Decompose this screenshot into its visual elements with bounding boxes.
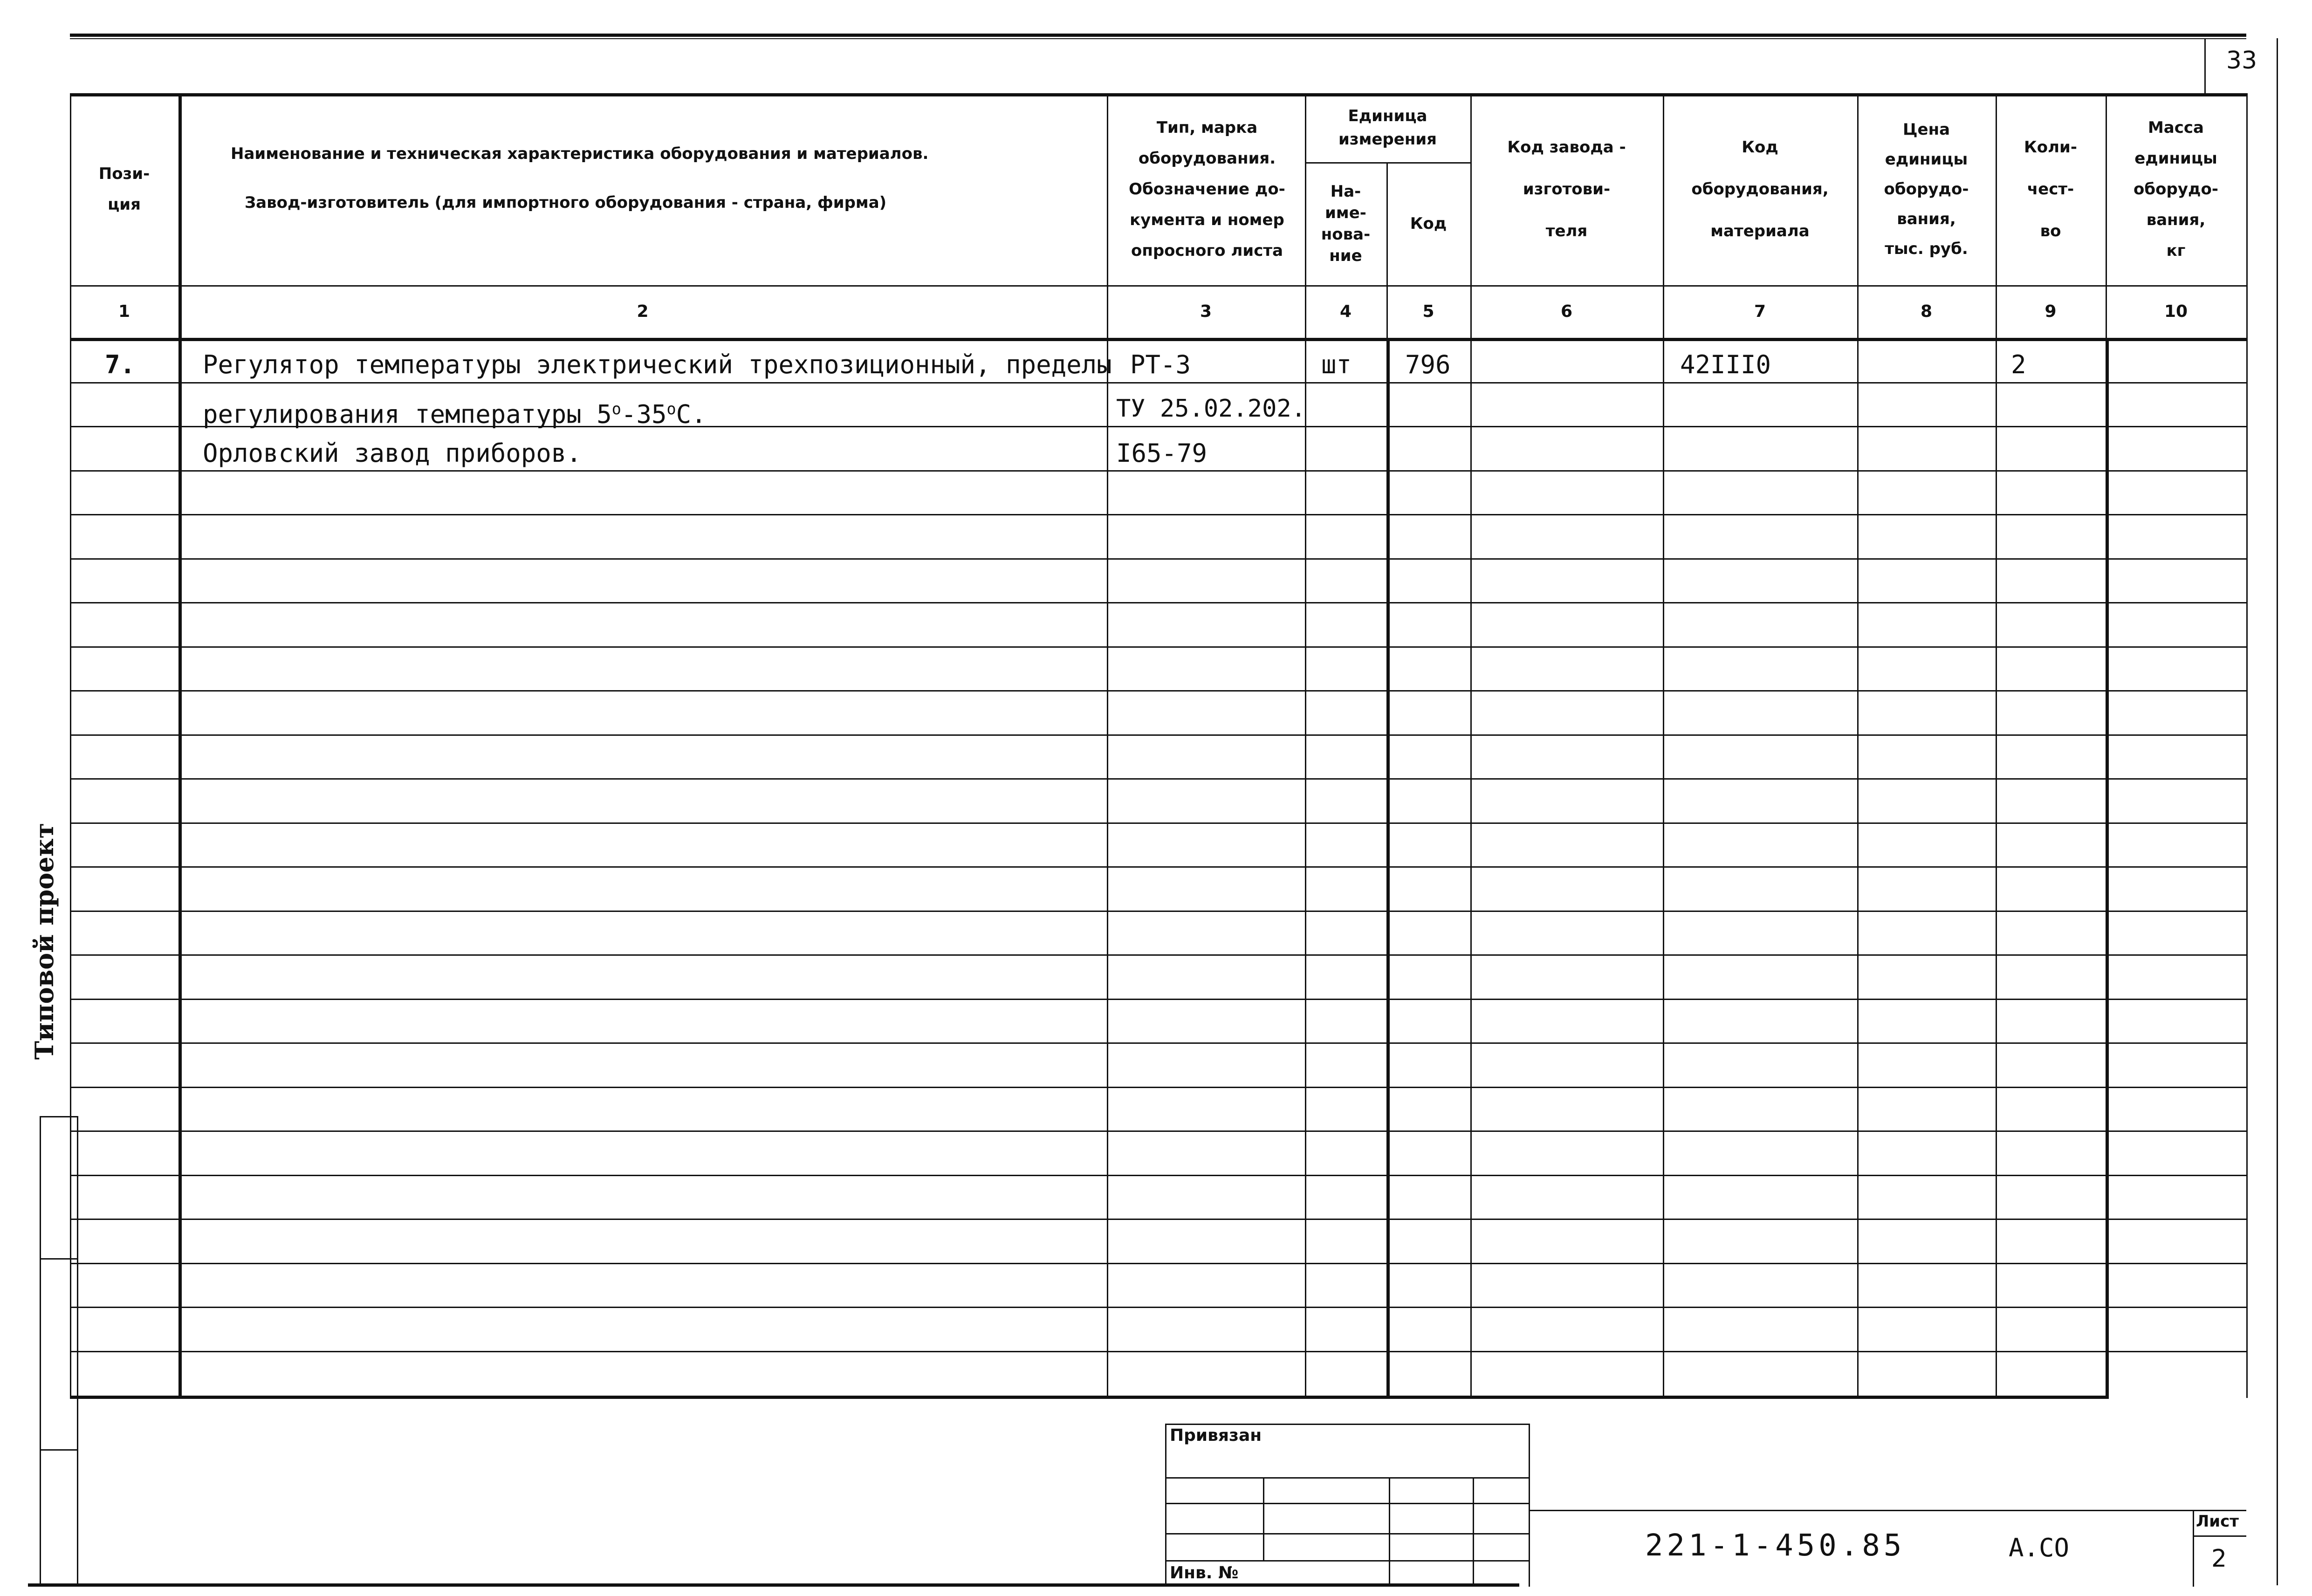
colnum-bottom-border xyxy=(70,338,2246,341)
stamp-v2 xyxy=(1389,1477,1390,1587)
row-1-equipment-code: 42III0 xyxy=(1680,350,1771,379)
stamp-v0 xyxy=(1165,1424,1166,1587)
header-mass: Масса единицы оборудо- вания, кг xyxy=(2134,118,2218,260)
header-equipment-code: Код оборудования, материала xyxy=(1691,138,1829,240)
colnum-1: 1 xyxy=(118,302,130,321)
sheet-box-div xyxy=(2193,1535,2246,1537)
row-divider xyxy=(70,1175,2246,1176)
colnum-9: 9 xyxy=(2044,302,2057,321)
header-unit-name: На- име- нова- ние xyxy=(1321,182,1371,265)
colnum-4: 4 xyxy=(1339,302,1352,321)
row-divider xyxy=(70,999,2246,1000)
top-frame-line xyxy=(70,34,2246,37)
margin-strip-div2 xyxy=(40,1449,77,1451)
page-number-box-left xyxy=(2204,38,2206,93)
row-3-name: Орловский завод приборов. xyxy=(203,438,582,468)
row-divider xyxy=(70,822,2246,824)
margin-strip-left xyxy=(40,1116,41,1584)
row-1-type: РТ-3 xyxy=(1130,350,1191,379)
header-unit-code: Код xyxy=(1410,214,1447,233)
row-divider xyxy=(70,1263,2246,1264)
stamp-v1 xyxy=(1263,1477,1264,1560)
sheet-label: Лист xyxy=(2196,1512,2239,1531)
colnum-2: 2 xyxy=(637,302,649,321)
row-1-name: Регулятор температуры электрический трехпозиционный, пределы xyxy=(203,350,1112,379)
sidebar-label: Типовой проект xyxy=(29,822,59,1060)
stamp-main-top xyxy=(1529,1510,2246,1511)
row-divider xyxy=(70,690,2246,692)
header-position: Пози- ция xyxy=(98,164,150,214)
row-1-quantity: 2 xyxy=(2011,350,2026,379)
row-divider xyxy=(70,514,2246,515)
top-frame-line-2 xyxy=(70,38,2246,39)
colnum-7: 7 xyxy=(1754,302,1766,321)
row-divider xyxy=(70,866,2246,868)
privyazan-label: Привязан xyxy=(1170,1426,1262,1445)
bottom-frame-line xyxy=(28,1583,1519,1587)
row-2-name: регулирования температуры $5^о-35^оС$. xyxy=(203,399,707,429)
colnum-8: 8 xyxy=(1920,302,1933,321)
colnum-10: 10 xyxy=(2164,302,2188,321)
margin-strip-top xyxy=(40,1116,77,1117)
row-1-unit-name: шт xyxy=(1321,350,1352,379)
row-divider xyxy=(70,1042,2246,1044)
stamp-line-2 xyxy=(1165,1503,1529,1504)
row-divider xyxy=(70,1219,2246,1220)
header-quantity: Коли- чест- во xyxy=(2024,138,2077,240)
left-col-bottom xyxy=(70,1396,1386,1399)
stamp-line-1 xyxy=(1165,1477,1529,1479)
header-type: Тип, марка оборудования. Обозначение до- кумента и номер опросного листа xyxy=(1129,118,1285,260)
row-divider xyxy=(70,602,2246,603)
doc-code: А.СО xyxy=(2009,1533,2070,1562)
row-divider xyxy=(70,1307,2246,1308)
row-divider xyxy=(70,954,2246,956)
stamp-top xyxy=(1165,1424,1529,1425)
bold-outline-left xyxy=(1386,338,1390,1398)
row-3-type: I65-79 xyxy=(1116,438,1207,468)
project-code: 221-1-450.85 xyxy=(1645,1528,1906,1563)
colnum-6: 6 xyxy=(1560,302,1573,321)
row-2-type: ТУ 25.02.202. xyxy=(1116,395,1306,423)
row-divider xyxy=(70,778,2246,780)
header-name-line2: Завод-изготовитель (для импортного оборудования - страна, фирма) xyxy=(245,193,887,212)
bold-outline-bottom xyxy=(1386,1396,2109,1399)
header-unit-group: Единица измерения xyxy=(1338,107,1437,149)
colnum-3: 3 xyxy=(1200,302,1212,321)
page-number-box-right xyxy=(2277,38,2278,1585)
page-number: 33 xyxy=(2226,47,2257,75)
margin-strip-div1 xyxy=(40,1258,77,1260)
sheet-box-left xyxy=(2193,1510,2194,1587)
row-1-position: 7. xyxy=(105,350,136,379)
margin-strip-mid xyxy=(77,1116,78,1584)
row-divider xyxy=(70,911,2246,912)
row-divider xyxy=(70,734,2246,736)
col-line-10 xyxy=(2246,93,2248,1398)
header-price: Цена единицы оборудо- вания, тыс. руб. xyxy=(1884,120,1969,258)
stamp-v3 xyxy=(1473,1477,1474,1587)
row-divider xyxy=(70,1087,2246,1088)
row-1-unit-code: 796 xyxy=(1405,350,1451,379)
stamp-line-4 xyxy=(1165,1560,1529,1562)
stamp-line-3 xyxy=(1165,1533,1529,1534)
header-name-line1: Наименование и техническая характеристика оборудования и материалов. xyxy=(231,144,929,163)
row-divider xyxy=(70,646,2246,648)
row-divider xyxy=(70,1351,2246,1352)
row-divider xyxy=(70,1130,2246,1132)
inv-label: Инв. № xyxy=(1170,1563,1239,1582)
header-plant-code: Код завода - изготови- теля xyxy=(1507,138,1626,240)
stamp-v4 xyxy=(1529,1424,1530,1587)
row-divider xyxy=(70,558,2246,560)
sheet-number: 2 xyxy=(2211,1545,2227,1573)
colnum-5: 5 xyxy=(1422,302,1434,321)
bold-outline-right xyxy=(2106,338,2109,1398)
